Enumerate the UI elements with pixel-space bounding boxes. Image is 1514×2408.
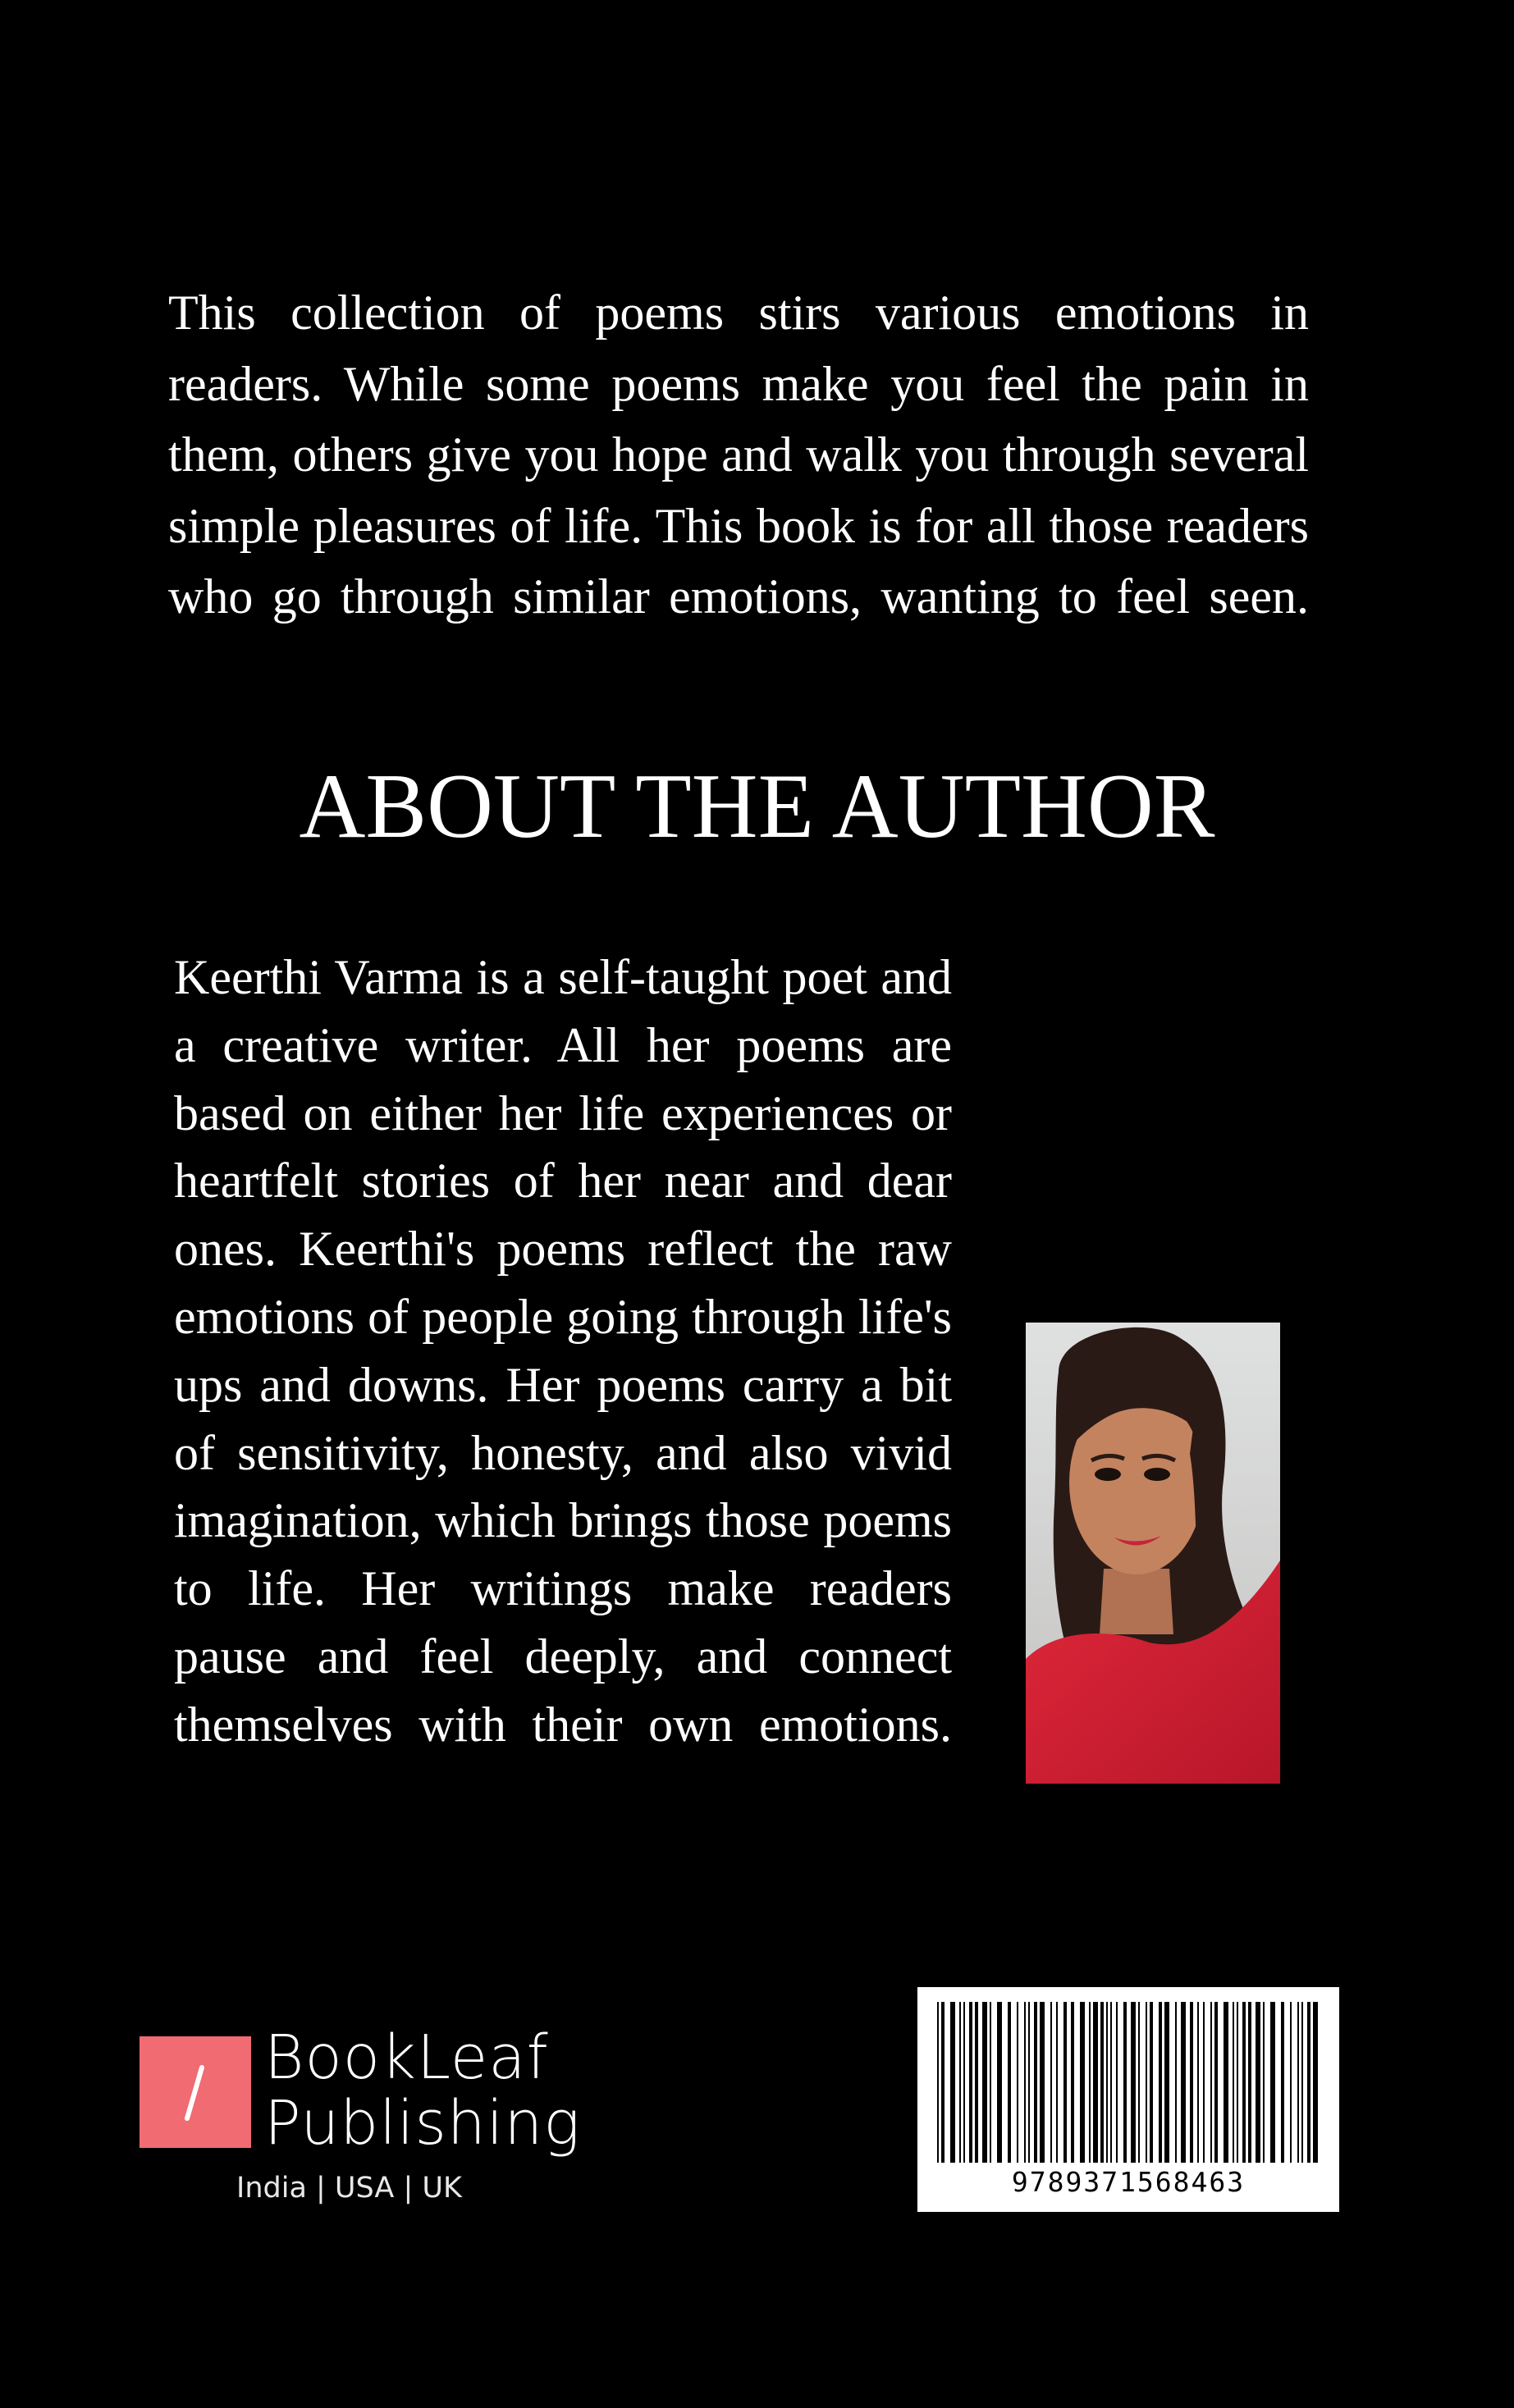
barcode-bar — [1106, 2002, 1108, 2163]
barcode-bar — [1164, 2002, 1169, 2163]
publisher-name-line2: Publishing — [264, 2088, 581, 2159]
barcode-bar — [1190, 2002, 1193, 2163]
barcode-bar — [1110, 2002, 1112, 2163]
barcode-bar — [1256, 2002, 1260, 2163]
barcode-bar — [1203, 2002, 1205, 2163]
publisher-name-line1: BookLeaf — [264, 2022, 549, 2093]
barcode-bar — [1159, 2002, 1162, 2163]
author-bio: Keerthi Varma is a self-taught poet and a creative writer. All her poems are based on either her life experiences or heartfelt stories of her near and dear ones. Keerthi's poems reflect the raw emotions of people going through life's ups and downs. Her poems carry a bit of sensitivity, honesty, and also vivid imagination, which brings those poems to life. Her writings make readers pause and feel deeply, and connect themselves with their own emotions. — [174, 950, 952, 1752]
author-portrait-illustration — [1026, 1323, 1280, 1784]
barcode-bar — [950, 2002, 955, 2163]
barcode-bar — [937, 2002, 939, 2163]
barcode-bar — [1008, 2002, 1011, 2163]
publisher-regions: India | USA | UK — [236, 2172, 462, 2205]
barcode-bar — [1214, 2002, 1218, 2163]
barcode-bar — [1297, 2002, 1299, 2163]
slash-icon — [140, 2036, 251, 2148]
barcode-bar — [1138, 2002, 1140, 2163]
about-author-heading: ABOUT THE AUTHOR — [299, 756, 1215, 857]
barcode-bar — [1210, 2002, 1212, 2163]
barcode-bar — [1071, 2002, 1074, 2163]
barcode-bar — [1307, 2002, 1310, 2163]
barcode-bar — [1197, 2002, 1199, 2163]
barcode-bar — [1028, 2002, 1030, 2163]
barcode-bar — [1301, 2002, 1303, 2163]
barcode-bar — [1100, 2002, 1104, 2163]
barcode-bar — [1150, 2002, 1153, 2163]
barcode-bar — [1237, 2002, 1238, 2163]
publisher-name — [264, 2022, 581, 2159]
barcode-bar — [1123, 2002, 1127, 2163]
barcode-bar — [1313, 2002, 1318, 2163]
barcode-bar — [990, 2002, 991, 2163]
barcode-bars — [935, 2002, 1321, 2163]
barcode-bar — [1224, 2002, 1228, 2163]
author-photo — [1026, 1323, 1280, 1784]
barcode-bar — [1270, 2002, 1275, 2163]
barcode-bar — [969, 2002, 972, 2163]
isbn-number: 9789371568463 — [1011, 2166, 1246, 2198]
barcode-bar — [1024, 2002, 1026, 2163]
barcode-bar — [1080, 2002, 1085, 2163]
book-blurb: This collection of poems stirs various emotions in readers. While some poems make you feel the pain in them, others give you hope and walk you through several simple pleasures of life. This book is for all those readers who go through similar emotions, wanting to feel seen. — [168, 286, 1309, 624]
barcode-bar — [1056, 2002, 1058, 2163]
barcode-bar — [1242, 2002, 1246, 2163]
barcode-bar — [1263, 2002, 1265, 2163]
barcode-bar — [1017, 2002, 1018, 2163]
barcode-bar — [1146, 2002, 1147, 2163]
barcode-bar — [982, 2002, 987, 2163]
barcode-bar — [1093, 2002, 1098, 2163]
barcode-bar — [1290, 2002, 1292, 2163]
publisher-logo — [140, 2036, 251, 2148]
barcode-bar — [1050, 2002, 1052, 2163]
barcode-bar — [1131, 2002, 1136, 2163]
barcode-bar — [959, 2002, 961, 2163]
barcode-bar — [997, 2002, 1002, 2163]
isbn-barcode — [917, 1987, 1339, 2212]
barcode-bar — [1040, 2002, 1045, 2163]
barcode-bar — [1089, 2002, 1091, 2163]
barcode-bar — [975, 2002, 978, 2163]
barcode-bar — [1248, 2002, 1251, 2163]
barcode-bar — [963, 2002, 965, 2163]
barcode-bar — [1281, 2002, 1284, 2163]
barcode-bar — [1175, 2002, 1177, 2163]
barcode-bar — [1181, 2002, 1186, 2163]
barcode-bar — [941, 2002, 945, 2163]
barcode-bar — [1034, 2002, 1037, 2163]
barcode-bar — [1063, 2002, 1067, 2163]
barcode-bar — [1116, 2002, 1118, 2163]
barcode-bar — [1233, 2002, 1234, 2163]
